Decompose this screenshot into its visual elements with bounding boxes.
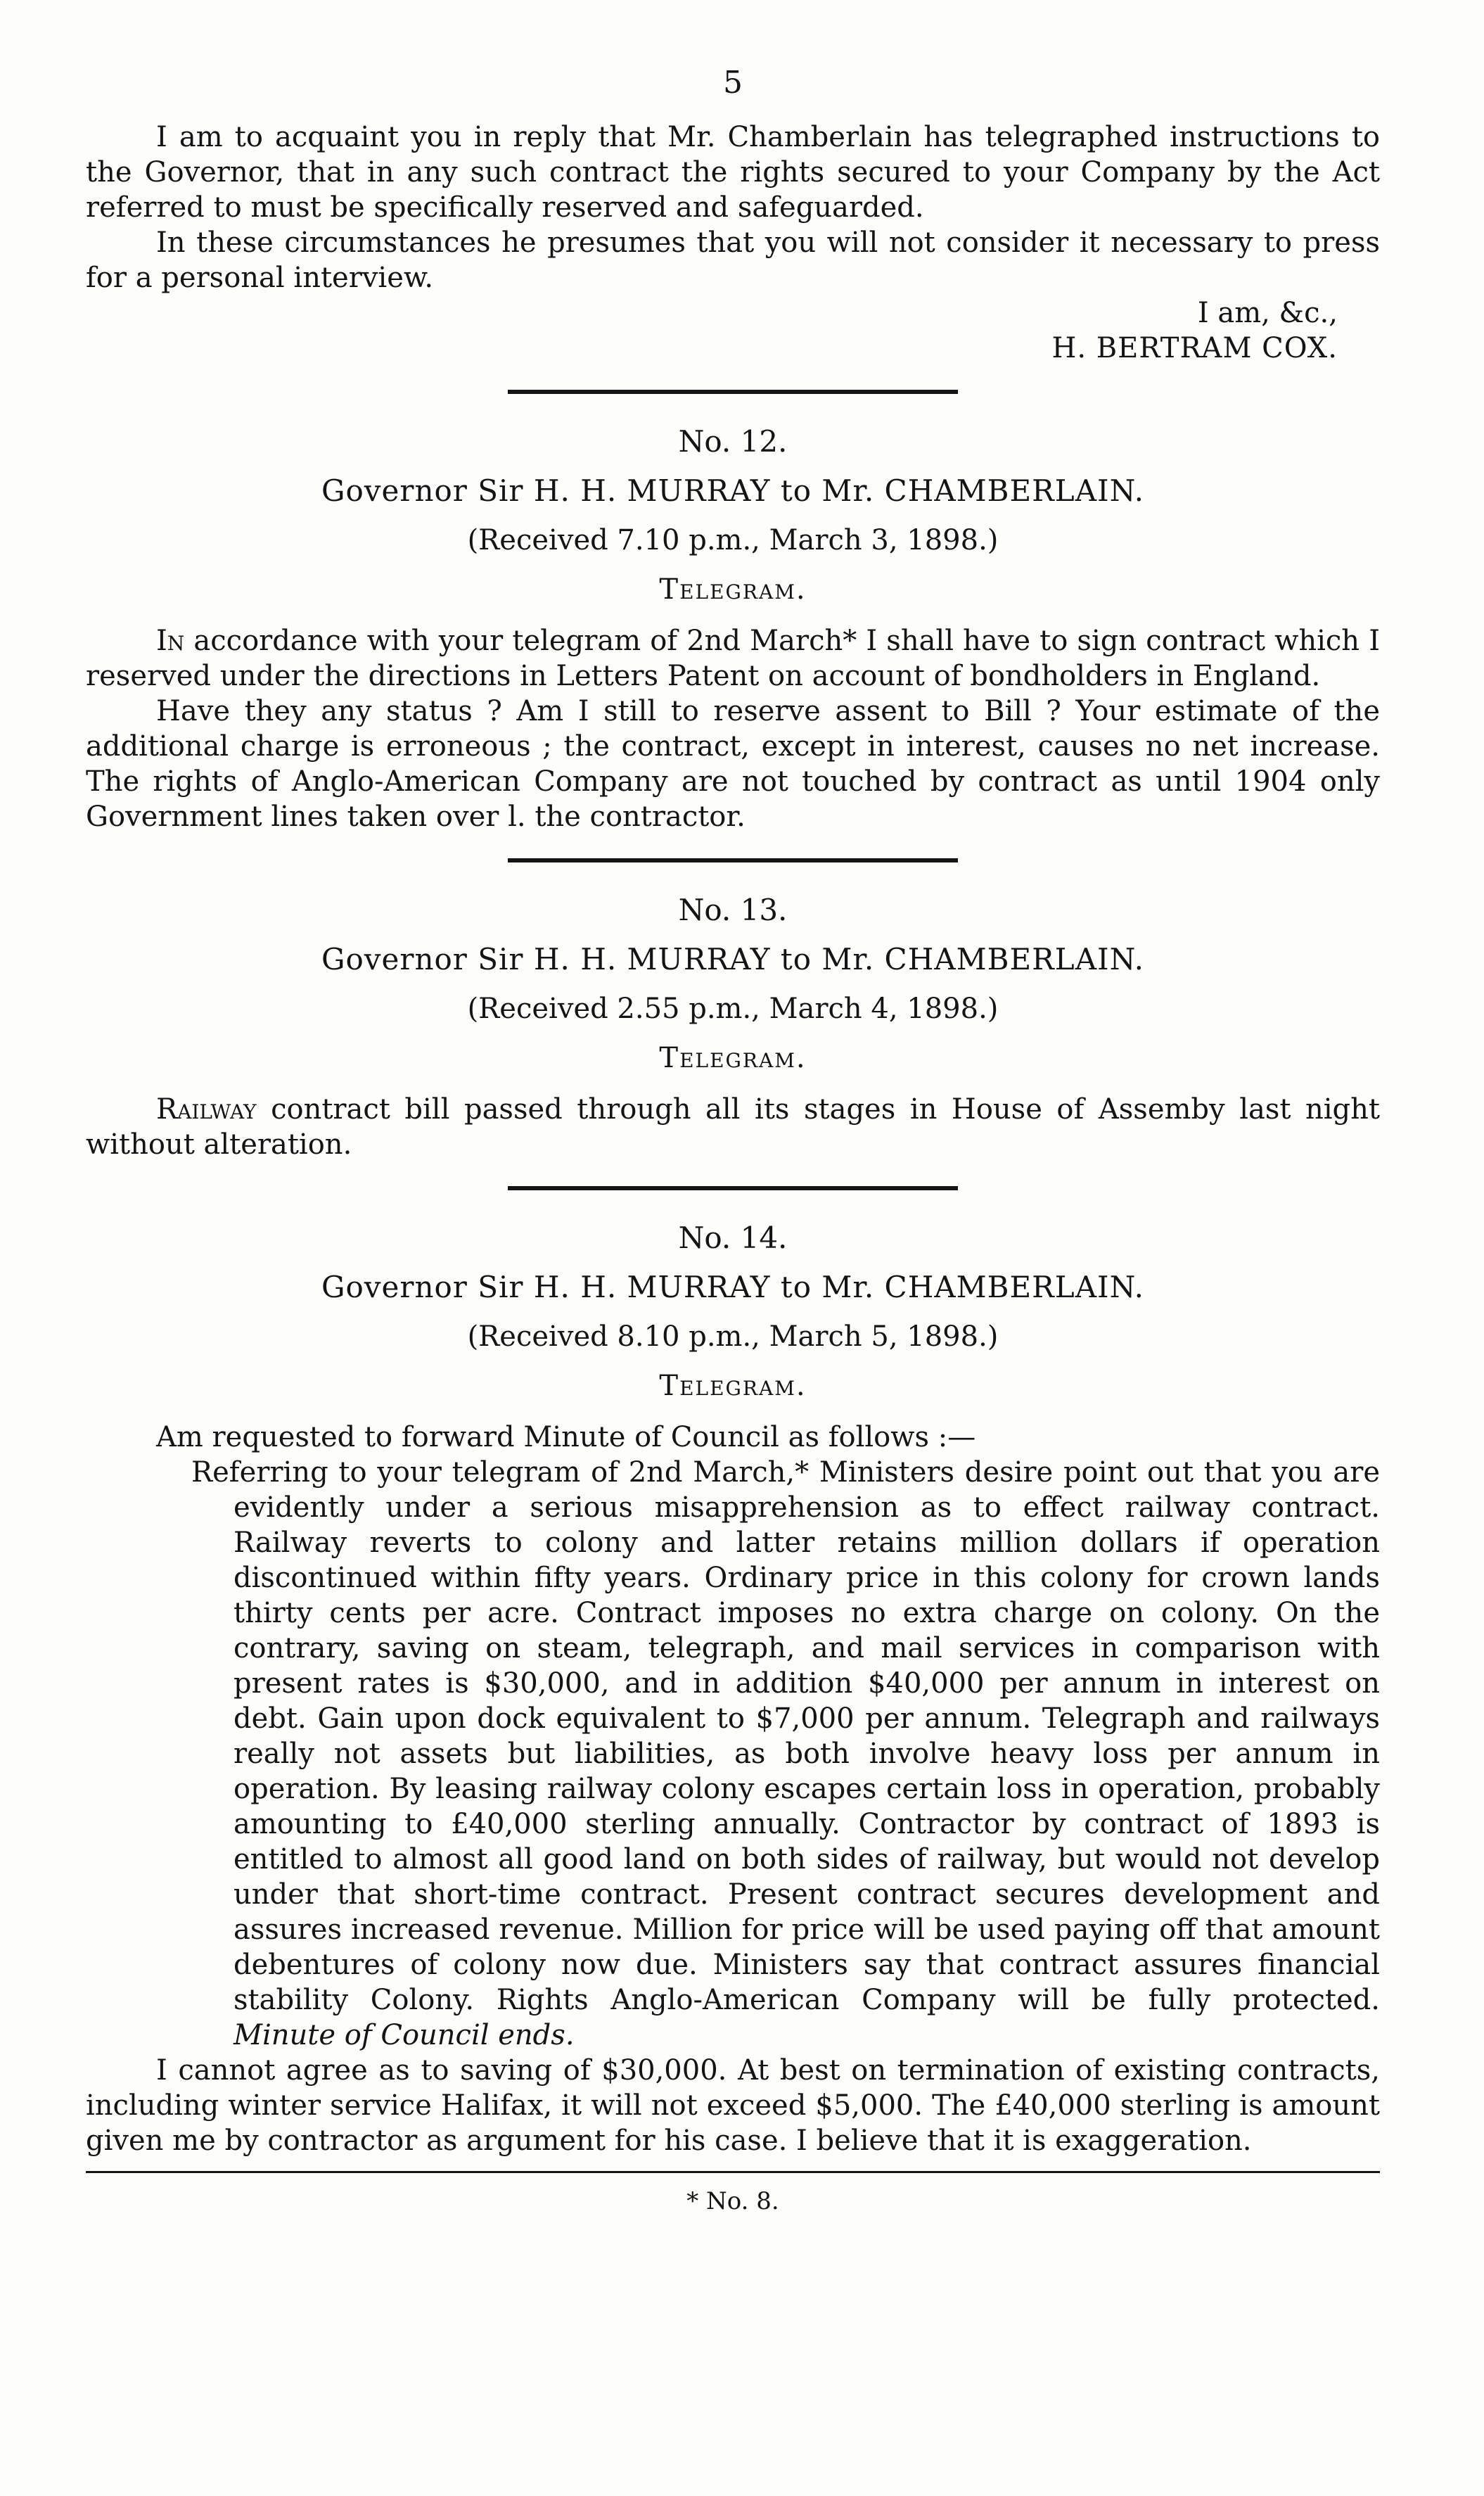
lead-word: In: [156, 625, 185, 657]
telegram-paragraph: Have they any status ? Am I still to reserve assent to Bill ? Your estimate of the additional charge is erroneous ; the contract, except in interest, causes no net increase. The rights of Anglo-American Company are not touched by contract as until 1904 only Government lines taken over l. the contractor.: [86, 695, 1380, 833]
footnote-divider: [86, 2171, 1380, 2173]
section-divider: [508, 1186, 958, 1190]
telegram-intro: Am requested to forward Minute of Council as follows :—: [156, 1421, 976, 1453]
letter-closing: I am, &c.,: [1197, 297, 1338, 329]
minute-end: Minute of Council ends.: [234, 2019, 575, 2051]
received-line: (Received 7.10 p.m., March 3, 1898.): [467, 524, 999, 556]
letter-signature: [86, 331, 1380, 366]
telegram-paragraph: [86, 1092, 1380, 1162]
footnote: * No. 8.: [686, 2187, 779, 2215]
paragraph-text: accordance with your telegram of 2nd March* I shall have to sign contract which I reserved under the directions in Letters Patent on account of bondholders in England.: [86, 625, 1380, 692]
lead-word: Railway: [156, 1093, 257, 1126]
received-line: (Received 2.55 p.m., March 4, 1898.): [467, 993, 999, 1025]
section-divider: [508, 390, 958, 394]
document-page: [86, 65, 1380, 2215]
signature-name: H. BERTRAM COX.: [1051, 332, 1338, 364]
telegram-paragraph: I cannot agree as to saving of $30,000. At best on termination of existing contracts, including winter service Halifax, it will not exceed $5,000. The £40,000 sterling is amount given me by contractor as argument for his case. I believe that it is exaggeration.: [86, 2054, 1380, 2157]
document-type: Telegram.: [659, 573, 807, 606]
letter-paragraph: I am to acquaint you in reply that Mr. Chamberlain has telegraphed instructions to the Governor, that in any such contract the rights secured to your Company by the Act referred to must be specifically reserved and safeguarded.: [86, 121, 1380, 224]
document-type: Telegram.: [659, 1370, 807, 1402]
document-title: Governor Sir H. H. MURRAY to Mr. CHAMBERLAIN.: [321, 1270, 1145, 1304]
document-number: No. 13.: [678, 893, 788, 927]
document-number: No. 14.: [678, 1221, 788, 1255]
section-divider: [508, 858, 958, 862]
letter-paragraph: In these circumstances he presumes that you will not consider it necessary to press for a personal interview.: [86, 227, 1380, 294]
page-number: 5: [723, 65, 743, 101]
document-title: Governor Sir H. H. MURRAY to Mr. CHAMBERLAIN.: [321, 942, 1145, 976]
paragraph-text: contract bill passed through all its stages in House of Assemby last night without alteration.: [86, 1093, 1380, 1161]
document-title: Governor Sir H. H. MURRAY to Mr. CHAMBERLAIN.: [321, 473, 1145, 508]
document-type: Telegram.: [659, 1042, 807, 1074]
received-line: (Received 8.10 p.m., March 5, 1898.): [467, 1320, 999, 1353]
minute-of-council: [128, 1455, 1380, 2053]
document-number: No. 12.: [678, 424, 788, 459]
telegram-paragraph: [86, 623, 1380, 694]
minute-text: Referring to your telegram of 2nd March,* Ministers desire point out that you are evidently under a serious misapprehension as to effect railway contract. Railway reverts to colony and latter retains million dollars if operation discontinued within fifty years. Ordinary price in this colony for crown lands thirty cents per acre. Contract imposes no extra charge on colony. On the contrary, saving on steam, telegraph, and mail services in comparison with present rates is $30,000, and in addition $40,000 per annum in interest on debt. Gain upon dock equivalent to $7,000 per annum. Telegraph and railways really not assets but liabilities, as both involve heavy loss per annum in operation. By leasing railway colony escapes certain loss in operation, probably amounting to £40,000 sterling annually. Contractor by contract of 1893 is entitled to almost all good land on both sides of railway, but would not develop under that short-time contract. Present contract secures development and assures increased revenue. Million for price will be used paying off that amount debentures of colony now due. Ministers say that contract assures financial stability Colony. Rights Anglo-American Company will be fully protected.: [191, 1456, 1380, 2016]
